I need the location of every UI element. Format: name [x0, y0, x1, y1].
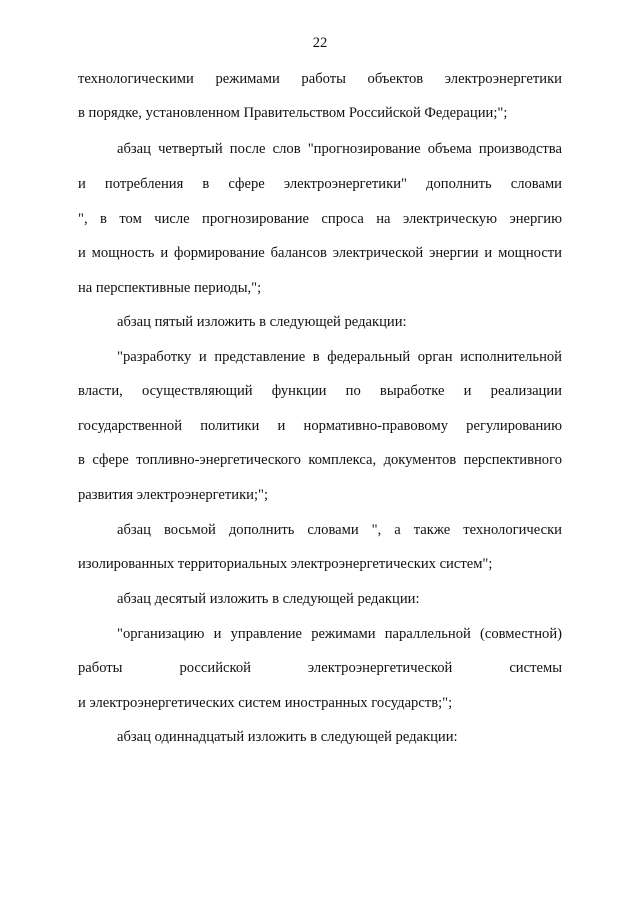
text-line: власти, осуществляющий функции по выработке и реализации	[78, 383, 562, 399]
text-line: "организацию и управление режимами параллельной (совместной)	[117, 626, 562, 642]
text-line: в порядке, установленном Правительством Российской Федерации;";	[78, 105, 508, 121]
text-line: абзац пятый изложить в следующей редакции:	[117, 314, 407, 330]
text-line: "разработку и представление в федеральный орган исполнительной	[117, 349, 562, 365]
text-line: абзац одиннадцатый изложить в следующей редакции:	[117, 729, 458, 745]
text-line: абзац десятый изложить в следующей редакции:	[117, 591, 420, 607]
text-line: ", в том числе прогнозирование спроса на электрическую энергию	[78, 211, 562, 227]
text-line: работы российской электроэнергетической системы	[78, 660, 562, 676]
page-number: 22	[312, 35, 328, 51]
text-line: государственной политики и нормативно-правовому регулированию	[78, 418, 562, 434]
text-line: и мощность и формирование балансов электрической энергии и мощности	[78, 245, 562, 261]
text-line: в сфере топливно-энергетического комплекса, документов перспективного	[78, 452, 562, 468]
text-line: развития электроэнергетики;";	[78, 487, 269, 503]
text-line: на перспективные периоды,";	[78, 280, 262, 296]
text-line: и электроэнергетических систем иностранных государств;";	[78, 695, 453, 711]
text-line: абзац четвертый после слов "прогнозирование объема производства	[117, 141, 562, 157]
text-line: абзац восьмой дополнить словами ", а также технологически	[117, 522, 562, 538]
text-line: изолированных территориальных электроэнергетических систем";	[78, 556, 493, 572]
text-line: технологическими режимами работы объектов электроэнергетики	[78, 71, 562, 87]
text-line: и потребления в сфере электроэнергетики" дополнить словами	[78, 176, 562, 192]
